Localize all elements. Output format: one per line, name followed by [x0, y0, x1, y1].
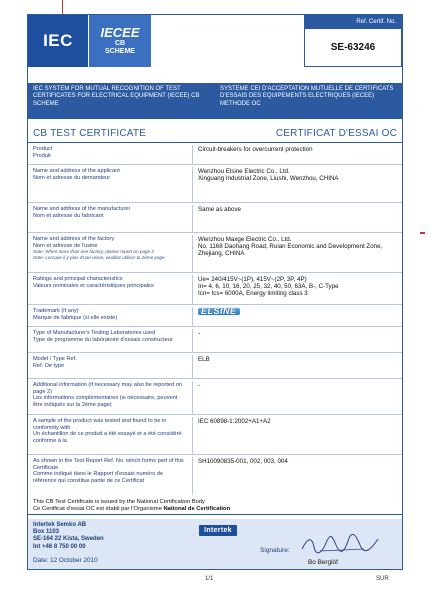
elsine-trademark-logo: ELSINE	[198, 308, 240, 315]
signature-block	[248, 519, 402, 570]
field-factory: Name and address of the factory Nom et adresse de l'usine Note: When more than one factory, please report on page 2 Note: Lorsque il y plus d'une usine, veuillez utiliser la 2ème page Wenzhou Maxge Electric Co., Ltd. No. 1168 Daohang Road, Ruian Economic and Development Zone, Zhejiang, CHINA	[28, 235, 402, 273]
field-applicant: Name and address of the applicant Nom et adresse du demandeur Wenzhou Elsine Electric Co., Ltd. Xinguang Industrial Zone, Liushi, Wenzhou, CHINA	[28, 167, 402, 203]
additional-info-value: -	[192, 381, 402, 414]
page-number: 1/1	[205, 576, 214, 582]
standard-value: IEC 60898-1:2002+A1+A2	[192, 417, 402, 454]
field-conformity: A sample of the product was tested and found to be in conformity with Un échantillon de ce produit a été essayé et a été considéré conforme à la IEC 60898-1:2002+A1+A2	[28, 417, 402, 455]
certificate-page	[27, 14, 403, 570]
certificate-title-row	[28, 125, 402, 143]
intertek-logo: Intertek	[199, 525, 237, 536]
iec-logo: IEC	[28, 15, 88, 67]
field-testing-lab: Type of Manufacturer's Testing Laboratories used Type de programme du laboratoire d'essais constructeur -	[28, 329, 402, 353]
field-trademark: Trademark (if any) Marque de fabrique (si elle existe) ELSINE	[28, 307, 402, 327]
certificate-title-fr: CERTIFICAT D'ESSAI OC	[275, 128, 397, 139]
system-band	[28, 83, 402, 119]
field-product: Product Produit Circuit-breakers for overcurrent protection	[28, 145, 402, 165]
field-manufacturer: Name and address of the manufacturer Nom et adresse du fabricant Same as above	[28, 205, 402, 233]
issuer-address: Intertek Semko AB Box 1103 SE-164 22 Kista, Sweden Int +46 8 750 00 00 Date: 12 October 2010	[28, 519, 188, 570]
product-value: Circuit-breakers for overcurrent protection	[192, 145, 402, 164]
issued-statement: This CB Test Certificate is issued by the National Certification Body Ce Certificat d'essai OC est établi par l'Organisme National de Certification	[28, 497, 402, 515]
certificate-header	[28, 15, 402, 67]
certificate-footer	[28, 519, 402, 570]
factory-value: Wenzhou Maxge Electric Co., Ltd. No. 1168 Daohang Road, Ruian Economic and Development Zone, Zhejiang, CHINA	[192, 235, 402, 272]
certificate-number: SE-63246	[304, 29, 402, 67]
field-ratings: Ratings and principal characteristics Valeurs nominales et caractéristiques principales Ue= 240/415V~(1P), 415V~(2P, 3P, 4P) In= 4, 6, 10, 16, 20, 25, 32, 40, 50, 63A, B-, C-Type Icn= Ics= 6000A, Energy limiting class 3	[28, 275, 402, 305]
iecee-cb-scheme-logo: IECEE CB SCHEME	[88, 15, 151, 67]
model-value: ELB	[192, 355, 402, 378]
field-model: Model / Type Ref. Ref. De type ELB	[28, 355, 402, 379]
applicant-value: Wenzhou Elsine Electric Co., Ltd. Xinguang Industrial Zone, Liushi, Wenzhou, CHINA	[192, 167, 402, 202]
test-report-value: SH10090835-001, 002, 003, 004	[192, 457, 402, 495]
handwritten-signature	[300, 531, 380, 557]
testing-lab-value: -	[192, 329, 402, 352]
manufacturer-value: Same as above	[192, 205, 402, 232]
system-title-en: IEC SYSTEM FOR MUTUAL RECOGNITION OF TEST CERTIFICATES FOR ELECTRICAL EQUIPMENT (IECEE) CB SCHEME	[33, 86, 200, 107]
certificate-number-box	[304, 15, 402, 67]
certificate-title-en: CB TEST CERTIFICATE	[33, 128, 147, 139]
issue-date: Date: 12 October 2010	[33, 556, 98, 564]
field-additional-info: Additional information (if necessary may also be reported on page 2) Les informations complémentaires (si nécessaire, peuvent être indiqués sur la 2ème page) -	[28, 381, 402, 415]
system-title-fr: SYSTEME CEI D'ACCEPTATION MUTUELLE DE CERTIFICATS D'ESSAIS DES EQUIPEMENTS ELECTRIQUES (IECEE) METHODE OC	[220, 86, 394, 107]
ratings-value: Ue= 240/415V~(1P), 415V~(2P, 3P, 4P) In= 4, 6, 10, 16, 20, 25, 32, 40, 50, 63A, B-, C-Type Icn= Ics= 6000A, Energy limiting class 3	[192, 275, 402, 304]
field-test-report: As shown in the Test Report Ref. No. which forms part of this Certificate Comme indiqué dans le Rapport d'essais numéro de référence qui constitue partie de ce Certificat SH10090835-001, 002, 003, 004	[28, 457, 402, 495]
signature-label: Signature:	[260, 547, 290, 554]
margin-mark	[420, 232, 425, 234]
signer-name: Bo Berglöf	[308, 559, 338, 566]
certificate-number-label: Ref. Certif. No.	[304, 15, 402, 29]
sur-label: SUR	[376, 576, 389, 582]
issuer-name: Intertek Semko AB	[33, 522, 87, 528]
